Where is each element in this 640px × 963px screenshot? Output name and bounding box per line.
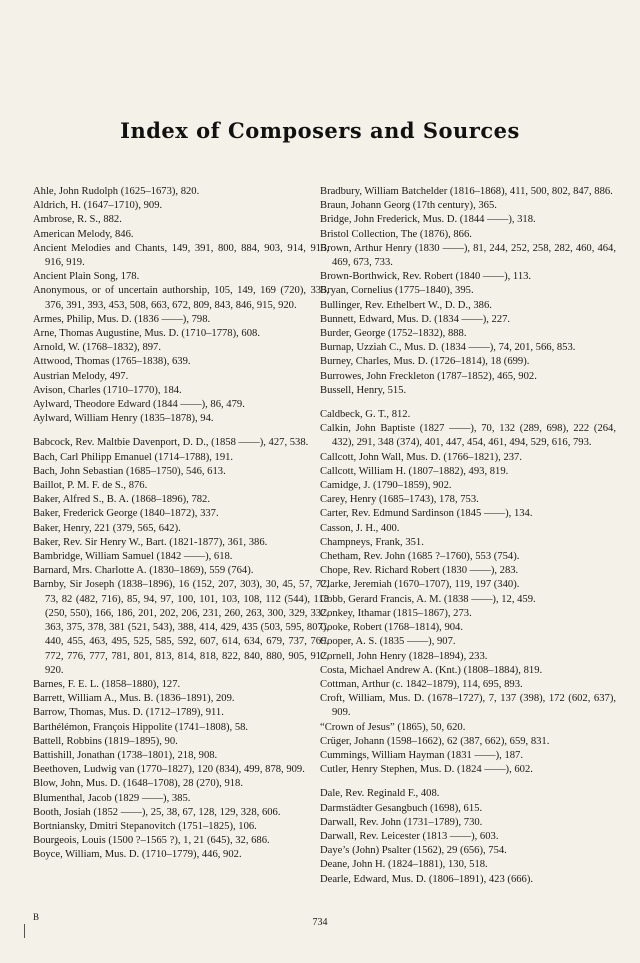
page-title: Index of Composers and Sources <box>120 118 520 143</box>
index-entry: Bullinger, Rev. Ethelbert W., D. D., 386. <box>320 299 492 311</box>
index-entry: Deane, John H. (1824–1881), 130, 518. <box>320 859 488 871</box>
index-entry: Daye’s (John) Psalter (1562), 29 (656), 754. <box>320 845 507 857</box>
index-entry: Carey, Henry (1685–1743), 178, 753. <box>320 494 479 506</box>
index-entry: Brown, Arthur Henry (1830 ——), 81, 244, 252, 258, 282, 460, 464, 469, 673, 733. <box>320 242 616 269</box>
index-entry: Callcott, John Wall, Mus. D. (1766–1821), 237. <box>320 451 522 463</box>
index-entry: Bambridge, William Samuel (1842 ——), 618. <box>33 551 233 563</box>
index-entry: Cobb, Gerard Francis, A. M. (1838 ——), 12, 459. <box>320 593 536 605</box>
index-entry: Aylward, Theodore Edward (1844 ——), 86, 479. <box>33 399 245 411</box>
index-entry: Burrowes, John Freckleton (1787–1852), 465, 902. <box>320 370 537 382</box>
index-entry: Croft, William, Mus. D. (1678–1727), 7, 137 (398), 172 (602, 637), 909. <box>320 693 616 719</box>
index-entry: Bradbury, William Batchelder (1816–1868), 411, 500, 802, 847, 886. <box>320 186 613 197</box>
index-entry: Crüger, Johann (1598–1662), 62 (387, 662), 659, 831. <box>320 735 550 747</box>
index-entry: Cottman, Arthur (c. 1842–1879), 114, 695, 893. <box>320 678 523 690</box>
index-entry: Costa, Michael Andrew A. (Knt.) (1808–1884), 819. <box>320 664 543 676</box>
index-entry: Baillot, P. M. F. de S., 876. <box>33 480 148 492</box>
printer-signature: B <box>33 912 40 922</box>
index-entry: Barnby, Sir Joseph (1838–1896), 16 (152, 207, 303), 30, 45, 57, 72, 73, 82 (482, 716), 85, 94, 97, 100, 101, 103, 108, 112 (544), 118 (250, 550), 166, 186, 201, 202, 206, 231, 260, 263, 300, 329, 332, 363, 375, 378, 381 (521, 543), 388, 414, 429, 435 (503, 595, 807), 440, 455, 463, 495, 525, 585, 592, 607, 614, 634, 679, 737, 769, 772, 776, 777, 781, 801, 813, 814, 818, 822, 840, 880, 905, 912, 920. <box>33 579 329 676</box>
index-entry: Burney, Charles, Mus. D. (1726–1814), 18 (699). <box>320 356 530 368</box>
index-entry: Avison, Charles (1710–1770), 184. <box>33 384 182 396</box>
index-entry: Baker, Henry, 221 (379, 565, 642). <box>33 522 181 534</box>
index-entry: Cummings, William Hayman (1831 ——), 187. <box>320 749 523 761</box>
index-entry: Carter, Rev. Edmund Sardinson (1845 ——), 134. <box>320 508 533 520</box>
index-entry: Aldrich, H. (1647–1710), 909. <box>33 200 163 212</box>
index-entry: Brown-Borthwick, Rev. Robert (1840 ——), 113. <box>320 271 532 283</box>
index-entry: Cutler, Henry Stephen, Mus. D. (1824 ——), 602. <box>320 764 533 776</box>
index-entry: Aylward, William Henry (1835–1878), 94. <box>33 413 214 425</box>
index-entry: Babcock, Rev. Maltbie Davenport, D. D., (1858 ——), 427, 538. <box>33 437 309 449</box>
index-entry: Attwood, Thomas (1765–1838), 639. <box>33 356 191 368</box>
index-entry: Braun, Johann Georg (17th century), 365. <box>320 200 497 212</box>
index-entry: Caldbeck, G. T., 812. <box>320 409 411 421</box>
index-entry: Bach, Carl Philipp Emanuel (1714–1788), 191. <box>33 451 234 463</box>
index-entry: Ancient Plain Song, 178. <box>33 271 140 283</box>
index-entry: Baker, Rev. Sir Henry W., Bart. (1821-1877), 361, 386. <box>33 536 268 548</box>
index-entry: Bridge, John Frederick, Mus. D. (1844 ——), 318. <box>320 214 536 226</box>
index-entry: Barrow, Thomas, Mus. D. (1712–1789), 911. <box>33 707 224 719</box>
index-entry: Burder, George (1752–1832), 888. <box>320 328 467 340</box>
index-entry: Ancient Melodies and Chants, 149, 391, 800, 884, 903, 914, 915, 916, 919. <box>33 242 329 269</box>
index-entry: Barnes, F. E. L. (1858–1880), 127. <box>33 678 181 690</box>
index-entry: Conkey, Ithamar (1815–1867), 273. <box>320 607 472 619</box>
index-entry: Barrett, William A., Mus. B. (1836–1891), 209. <box>33 693 235 705</box>
index-entry: Baker, Frederick George (1840–1872), 337. <box>33 508 219 520</box>
index-entry: Blow, John, Mus. D. (1648–1708), 28 (270), 918. <box>33 778 244 790</box>
index-entry: Champneys, Frank, 351. <box>320 536 424 548</box>
index-entry: Burnap, Uzziah C., Mus. D. (1834 ——), 74, 201, 566, 853. <box>320 342 576 354</box>
index-entry: Ambrose, R. S., 882. <box>33 214 122 226</box>
right-column <box>320 185 616 887</box>
page-number: 734 <box>312 917 328 928</box>
index-entry: Chope, Rev. Richard Robert (1830 ——), 283. <box>320 565 519 577</box>
index-entry: Callcott, William H. (1807–1882), 493, 819. <box>320 465 509 477</box>
index-entry: Dearle, Edward, Mus. D. (1806–1891), 423 (666). <box>320 873 534 885</box>
index-entry: Bach, John Sebastian (1685–1750), 546, 613. <box>33 465 226 477</box>
index-entry: Camidge, J. (1790–1859), 902. <box>320 480 452 492</box>
index-entry: Bourgeois, Louis (1500 ?–1565 ?), 1, 21 (645), 32, 686. <box>33 835 270 847</box>
index-entry: Battell, Robbins (1819–1895), 90. <box>33 735 178 747</box>
index-entry: Clarke, Jeremiah (1670–1707), 119, 197 (340). <box>320 579 520 591</box>
index-entry: Chetham, Rev. John (1685 ?–1760), 553 (754). <box>320 551 520 563</box>
index-entry: Barthélémon, François Hippolite (1741–1808), 58. <box>33 721 249 733</box>
index-entry: Austrian Melody, 497. <box>33 370 129 382</box>
index-entry: Darmstädter Gesangbuch (1698), 615. <box>320 802 483 814</box>
index-entry: Bussell, Henry, 515. <box>320 384 407 396</box>
index-entry: Blumenthal, Jacob (1829 ——), 385. <box>33 792 191 804</box>
index-entry: Arne, Thomas Augustine, Mus. D. (1710–1778), 608. <box>33 328 260 340</box>
index-entry: Battishill, Jonathan (1738–1801), 218, 908. <box>33 749 218 761</box>
index-entry: Cornell, John Henry (1828–1894), 233. <box>320 650 488 662</box>
left-column <box>33 185 329 863</box>
index-entry: Beethoven, Ludwig van (1770–1827), 120 (834), 499, 878, 909. <box>33 764 305 776</box>
index-entry: Cooper, A. S. (1835 ——), 907. <box>320 636 456 648</box>
index-entry: Bristol Collection, The (1876), 866. <box>320 228 472 240</box>
index-entry: Barnard, Mrs. Charlotte A. (1830–1869), 559 (764). <box>33 565 254 577</box>
index-entry: Darwall, Rev. John (1731–1789), 730. <box>320 816 483 828</box>
index-entry: Bunnett, Edward, Mus. D. (1834 ——), 227. <box>320 313 511 325</box>
index-entry: Ahle, John Rudolph (1625–1673), 820. <box>33 186 200 197</box>
index-entry: Armes, Philip, Mus. D. (1836 ——), 798. <box>33 313 211 325</box>
index-entry: Calkin, John Baptiste (1827 ——), 70, 132 (289, 698), 222 (264, 432), 291, 348 (374), 401, 447, 454, 461, 494, 529, 616, 793. <box>320 423 616 449</box>
index-entry: Bortniansky, Dmitri Stepanovitch (1751–1825), 106. <box>33 820 257 832</box>
index-entry: Booth, Josiah (1852 ——), 25, 38, 67, 128, 129, 328, 606. <box>33 806 281 818</box>
index-entry: American Melody, 846. <box>33 228 134 240</box>
index-entry: Anonymous, or of uncertain authorship, 105, 149, 169 (720), 335, 376, 391, 393, 453, 508, 663, 672, 809, 843, 846, 915, 920. <box>33 285 329 311</box>
index-entry: “Crown of Jesus” (1865), 50, 620. <box>320 721 466 733</box>
index-entry: Bryan, Cornelius (1775–1840), 395. <box>320 285 474 297</box>
index-entry: Baker, Alfred S., B. A. (1868–1896), 782. <box>33 494 211 506</box>
index-entry: Boyce, William, Mus. D. (1710–1779), 446, 902. <box>33 849 242 861</box>
index-entry: Cooke, Robert (1768–1814), 904. <box>320 622 464 634</box>
index-entry: Casson, J. H., 400. <box>320 522 400 534</box>
index-entry: Dale, Rev. Reginald F., 408. <box>320 788 440 800</box>
index-entry: Darwall, Rev. Leicester (1813 ——), 603. <box>320 830 499 842</box>
index-entry: Arnold, W. (1768–1832), 897. <box>33 342 162 354</box>
